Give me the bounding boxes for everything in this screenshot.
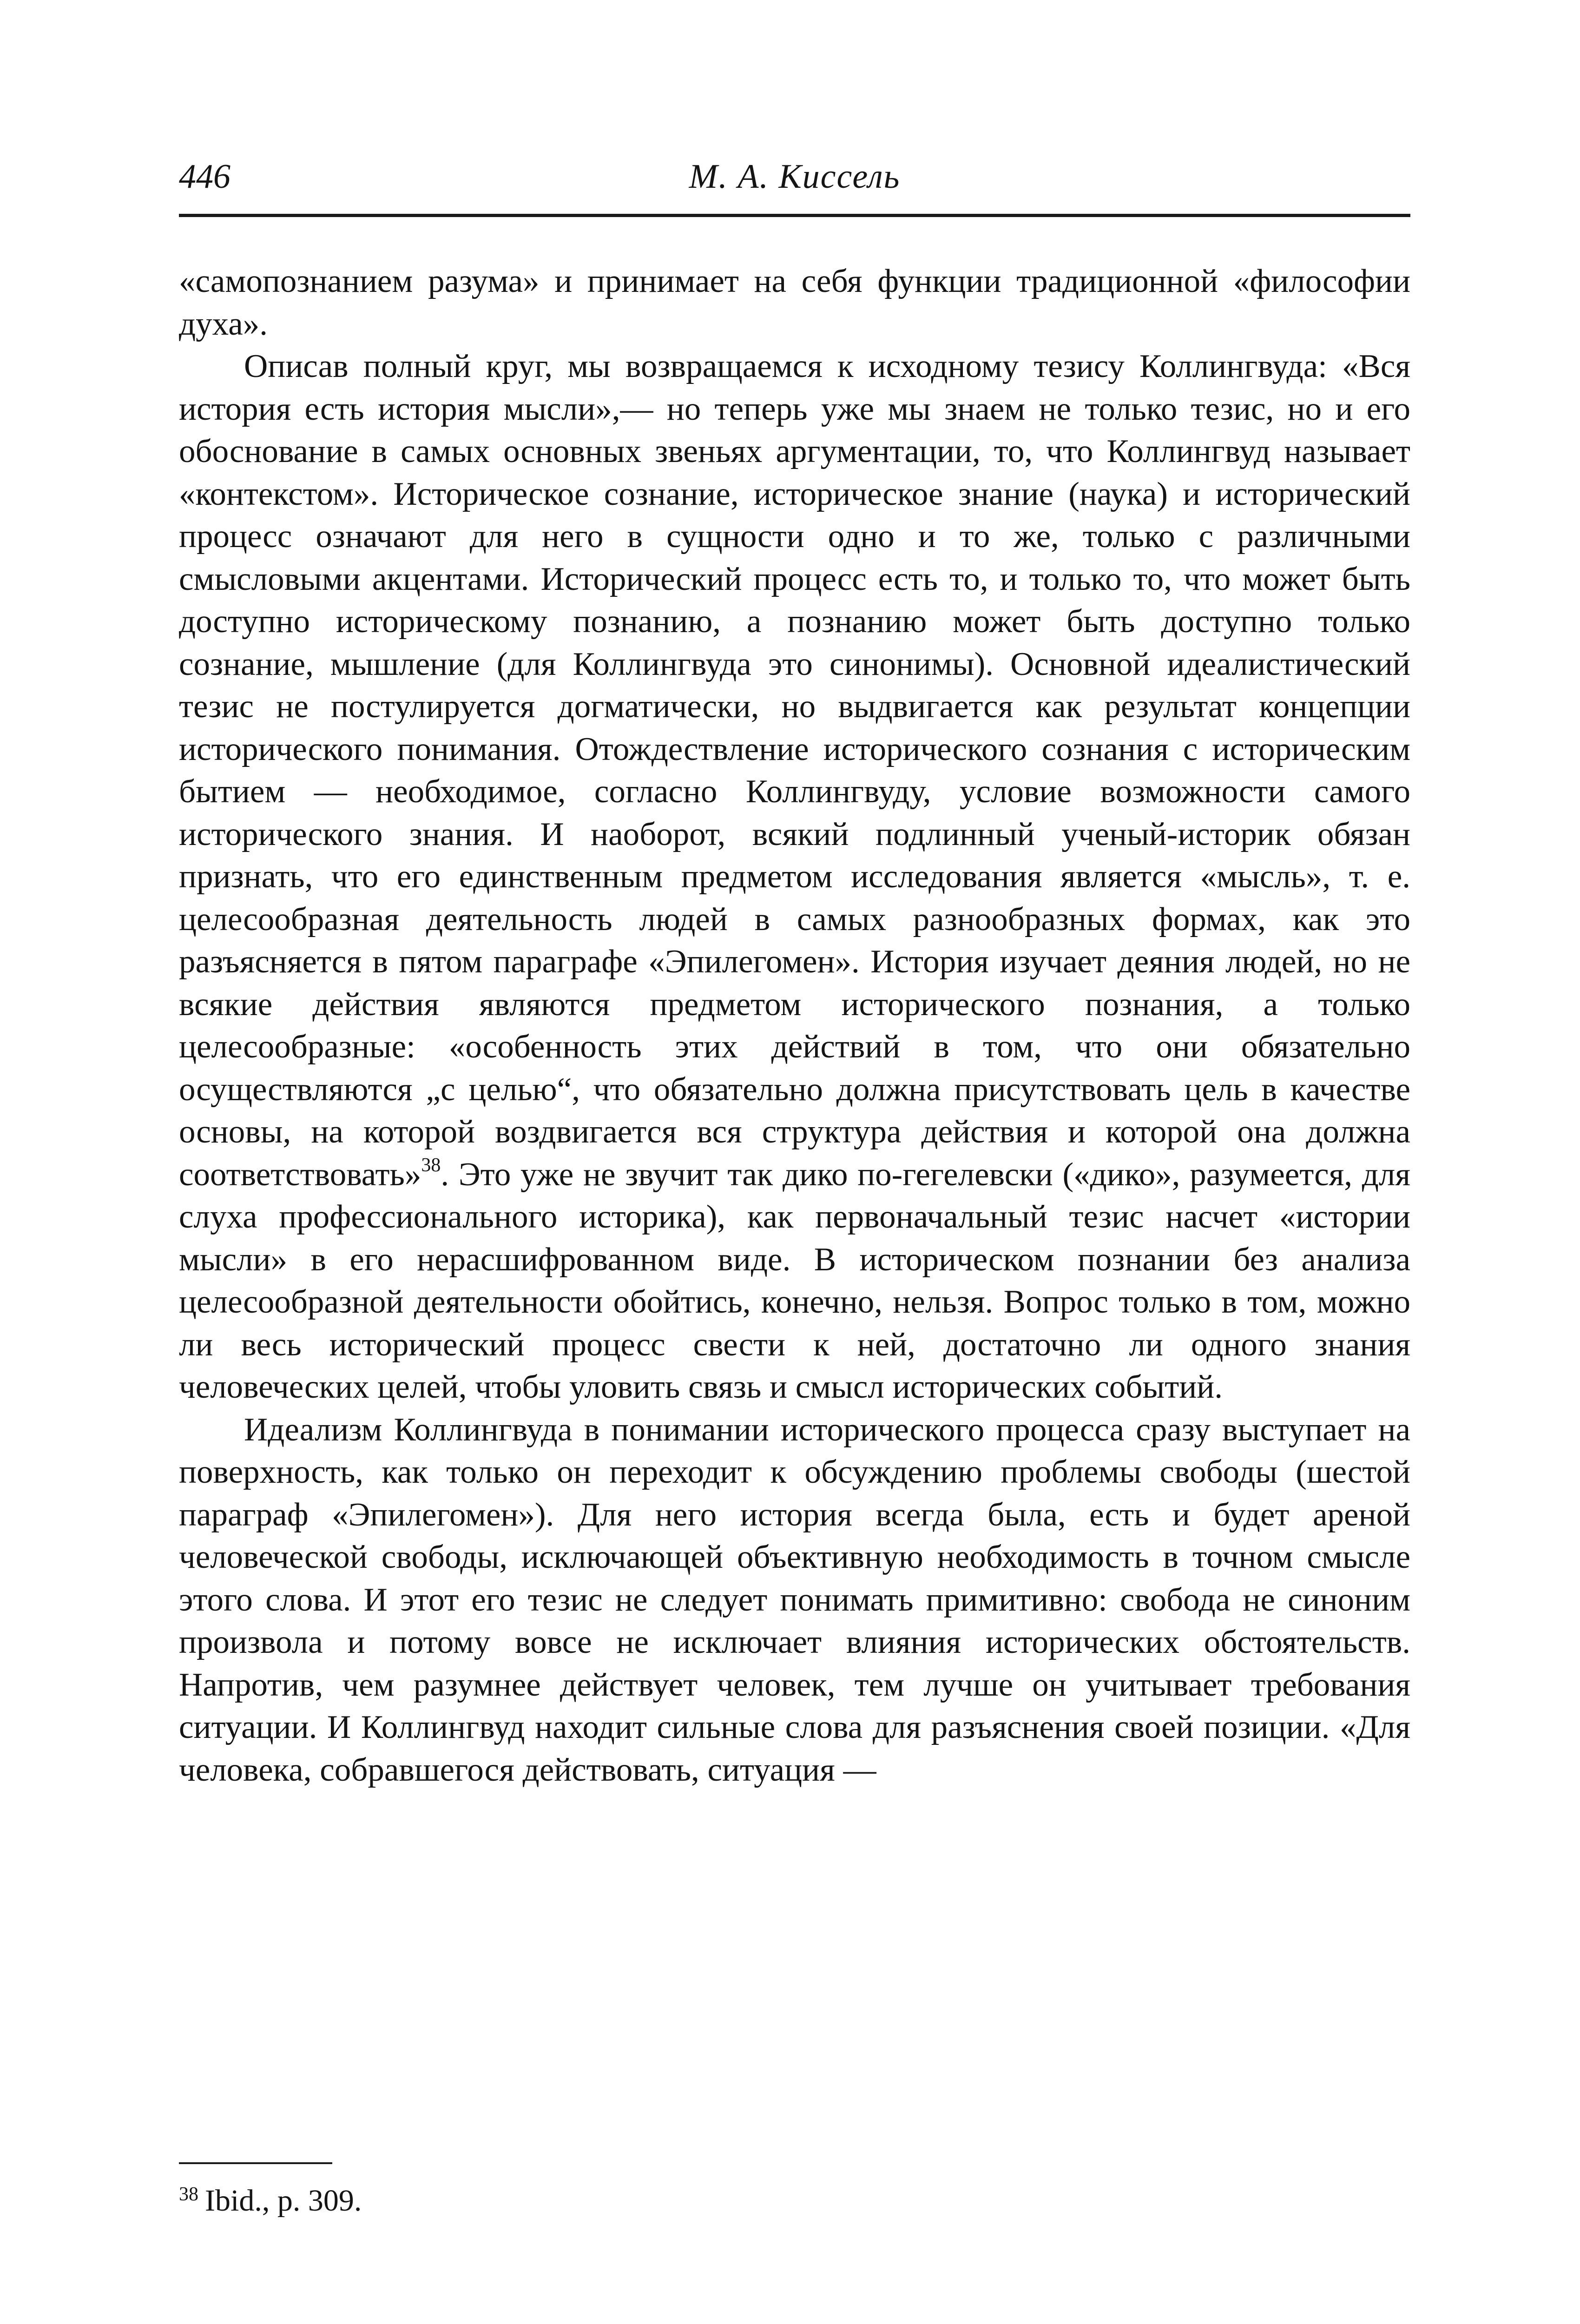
footnote-text: Ibid., p. 309.	[205, 2184, 362, 2218]
footnote-mark: 38	[179, 2184, 198, 2205]
page-number: 446	[179, 158, 230, 196]
running-header	[179, 153, 1410, 209]
paragraph: Идеализм Коллингвуда в понимании исторического процесса сразу выступает на поверхность, как только он переходит к обсуждению проблемы свободы (шестой параграф «Эпилегомен»). Для него история всегда была, есть и будет ареной человеческой свободы, исключающей объективную необходимость в точном смысле этого слова. И этот его тезис не следует понимать примитивно: свобода не синоним произвола и потому вовсе не исключает влияния исторических обстоятельств. Напротив, чем разумнее действует человек, тем лучше он учитывает требования ситуации. И Коллингвуд находит сильные слова для разъяснения своей позиции. «Для человека, собравшегося действовать, ситуация —	[179, 1411, 1410, 1788]
main-text	[179, 260, 1410, 1791]
paragraph-text-after-ref: . Это уже не звучит так дико по-гегелевски («дико», разумеется, для слуха профессионального историка), как первоначальный тезис насчет «истории мысли» в его нерасшифрованном виде. В историческом познании без анализа целесообразной деятельности обойтись, конечно, нельзя. Вопрос только в том, можно ли весь исторический процесс свести к ней, достаточно ли одного знания человеческих целей, чтобы уловить связь и смысл исторических событий.	[179, 1156, 1410, 1405]
footnote	[179, 2180, 1410, 2222]
header-rule	[179, 214, 1410, 217]
footnote-rule	[179, 2162, 332, 2164]
paragraph	[179, 345, 1410, 1409]
paragraph-text: Описав полный круг, мы возвращаемся к исходному тезису Коллингвуда: «Вся история есть история мысли»,— но теперь уже мы знаем не только тезис, но и его обоснование в самых основных звеньях аргументации, то, что Коллингвуд называет «контекстом». Историческое сознание, историческое знание (наука) и исторический процесс означают для него в сущности одно и то же, только с различными смысловыми акцентами. Исторический процесс есть то, и только то, что может быть доступно историческому познанию, а познанию может быть доступно только сознание, мышление (для Коллингвуда это синонимы). Основной идеалистический тезис не постулируется догматически, но выдвигается как результат концепции исторического понимания. Отождествление исторического сознания с историческим бытием — необходимое, согласно Коллингвуду, условие возможности самого исторического знания. И наоборот, всякий подлинный ученый-историк обязан признать, что его единственным предметом исследования является «мысль», т. е. целесообразная деятельность людей в самых разнообразных формах, как это разъясняется в пятом параграфе «Эпилегомен». История изучает деяния людей, но не всякие действия являются предметом исторического познания, а только целесообразные: «особенность этих действий в том, что они обязательно осуществляются „с целью“, что обязательно должна присутствовать цель в качестве основы, на которой воздвигается вся структура действия и которой она должна соответствовать»	[179, 348, 1410, 1193]
paragraph-continuation: «самопознанием разума» и принимает на себя функции традиционной «философии духа».	[179, 263, 1410, 342]
footnote-reference[interactable]: 38	[421, 1154, 441, 1176]
running-title: М. А. Киссель	[689, 158, 901, 196]
